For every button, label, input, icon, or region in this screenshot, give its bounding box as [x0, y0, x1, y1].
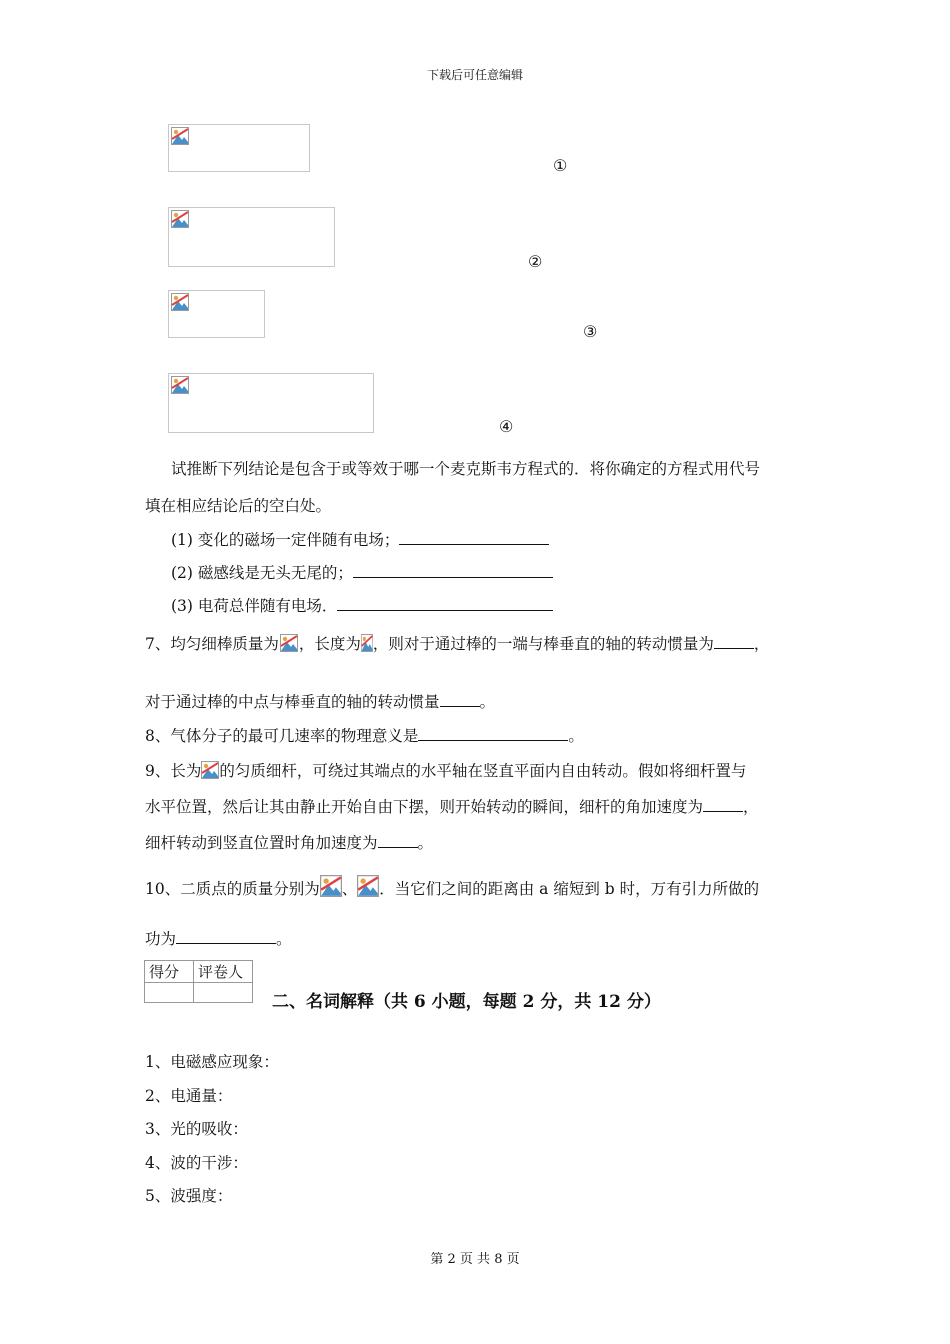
conclusion-item-1	[171, 530, 549, 550]
equation-marker-4: ④	[499, 417, 514, 436]
conclusion-item-3	[171, 596, 553, 616]
intro-line-1: 试推断下列结论是包含于或等效于哪一个麦克斯韦方程式的．将你确定的方程式用代号	[171, 460, 761, 478]
question-text: 。	[479, 693, 496, 711]
section-title: 二、名词解释（共 6 小题，每题 2 分，共 12 分）	[272, 992, 661, 1012]
question-text: 功为	[145, 930, 177, 948]
page-footer: 第 2 页 共 8 页	[430, 1252, 520, 1267]
question-text: 。	[276, 930, 292, 948]
question-9-line-3	[145, 833, 433, 853]
grader-cell[interactable]	[194, 983, 253, 1003]
question-text: 。	[417, 834, 434, 852]
question-text: 对于通过棒的中点与棒垂直的轴的转动惯量	[145, 693, 440, 711]
conclusion-text: (3) 电荷总伴随有电场．	[171, 597, 338, 615]
question-text: ，长度为	[298, 635, 361, 653]
answer-blank[interactable]	[714, 634, 754, 649]
answer-blank[interactable]	[418, 726, 568, 741]
question-7-line-1	[145, 634, 769, 657]
answer-blank[interactable]	[337, 596, 553, 611]
broken-image-icon	[171, 376, 189, 394]
conclusion-text: (2) 磁感线是无头无尾的；	[171, 564, 353, 582]
question-text: ，	[743, 798, 759, 816]
equation-marker-3: ③	[583, 322, 598, 341]
broken-image-icon	[171, 210, 189, 228]
formula-image-l	[361, 634, 373, 657]
grader-header: 评卷人	[194, 961, 253, 983]
conclusion-item-2	[171, 563, 553, 583]
question-text: ．当它们之间的距离由 a 缩短到 b 时，万有引力所做的	[379, 880, 760, 898]
formula-image-l	[201, 761, 219, 784]
question-text: 、	[341, 880, 358, 898]
question-9-line-1	[145, 761, 746, 784]
question-text: 。	[568, 727, 584, 745]
question-text: 9、长为	[145, 762, 202, 780]
question-text: ，	[753, 635, 770, 653]
question-9-line-2	[145, 797, 759, 817]
equation-image-2	[168, 207, 335, 267]
answer-blank[interactable]	[176, 929, 276, 944]
score-table	[144, 960, 253, 1003]
question-text: 水平位置，然后让其由静止开始自由下摆，则开始转动的瞬间，细杆的角加速度为	[145, 798, 704, 816]
term-item-3: 3、光的吸收：	[145, 1120, 248, 1138]
answer-blank[interactable]	[440, 692, 480, 707]
equation-image-1	[168, 124, 310, 172]
score-header: 得分	[145, 961, 194, 983]
question-7-line-2	[145, 692, 495, 712]
term-item-4: 4、波的干涉：	[145, 1154, 248, 1172]
question-8	[145, 726, 584, 746]
term-item-5: 5、波强度：	[145, 1187, 233, 1205]
broken-image-icon	[171, 293, 189, 311]
question-text: ，则对于通过棒的一端与棒垂直的轴的转动惯量为	[372, 635, 714, 653]
formula-image-m2	[357, 875, 379, 902]
term-item-2: 2、电通量：	[145, 1087, 233, 1105]
answer-blank[interactable]	[703, 797, 743, 812]
question-10-line-2	[145, 929, 292, 949]
score-cell[interactable]	[145, 983, 194, 1003]
answer-blank[interactable]	[378, 833, 418, 848]
broken-image-icon	[171, 127, 189, 145]
question-text: 10、二质点的质量分别为	[145, 880, 320, 898]
page-header: 下载后可任意编辑	[426, 68, 523, 82]
equation-image-3	[168, 290, 265, 338]
equation-marker-1: ①	[553, 156, 568, 175]
question-text: 的匀质细杆，可绕过其端点的水平轴在竖直平面内自由转动。假如将细杆置与	[219, 762, 747, 780]
question-10-line-1	[145, 875, 759, 902]
intro-line-2: 填在相应结论后的空白处。	[145, 497, 332, 515]
equation-marker-2: ②	[528, 252, 543, 271]
conclusion-text: (1) 变化的磁场一定伴随有电场；	[171, 531, 400, 549]
answer-blank[interactable]	[399, 530, 549, 545]
equation-image-4	[168, 373, 374, 433]
formula-image-m	[279, 634, 299, 657]
formula-image-m1	[320, 875, 342, 902]
question-text: 7、均匀细棒质量为	[145, 635, 279, 653]
answer-blank[interactable]	[353, 563, 553, 578]
term-item-1: 1、电磁感应现象：	[145, 1053, 279, 1071]
question-text: 8、气体分子的最可几速率的物理意义是	[145, 727, 419, 745]
question-text: 细杆转动到竖直位置时角加速度为	[145, 834, 378, 852]
